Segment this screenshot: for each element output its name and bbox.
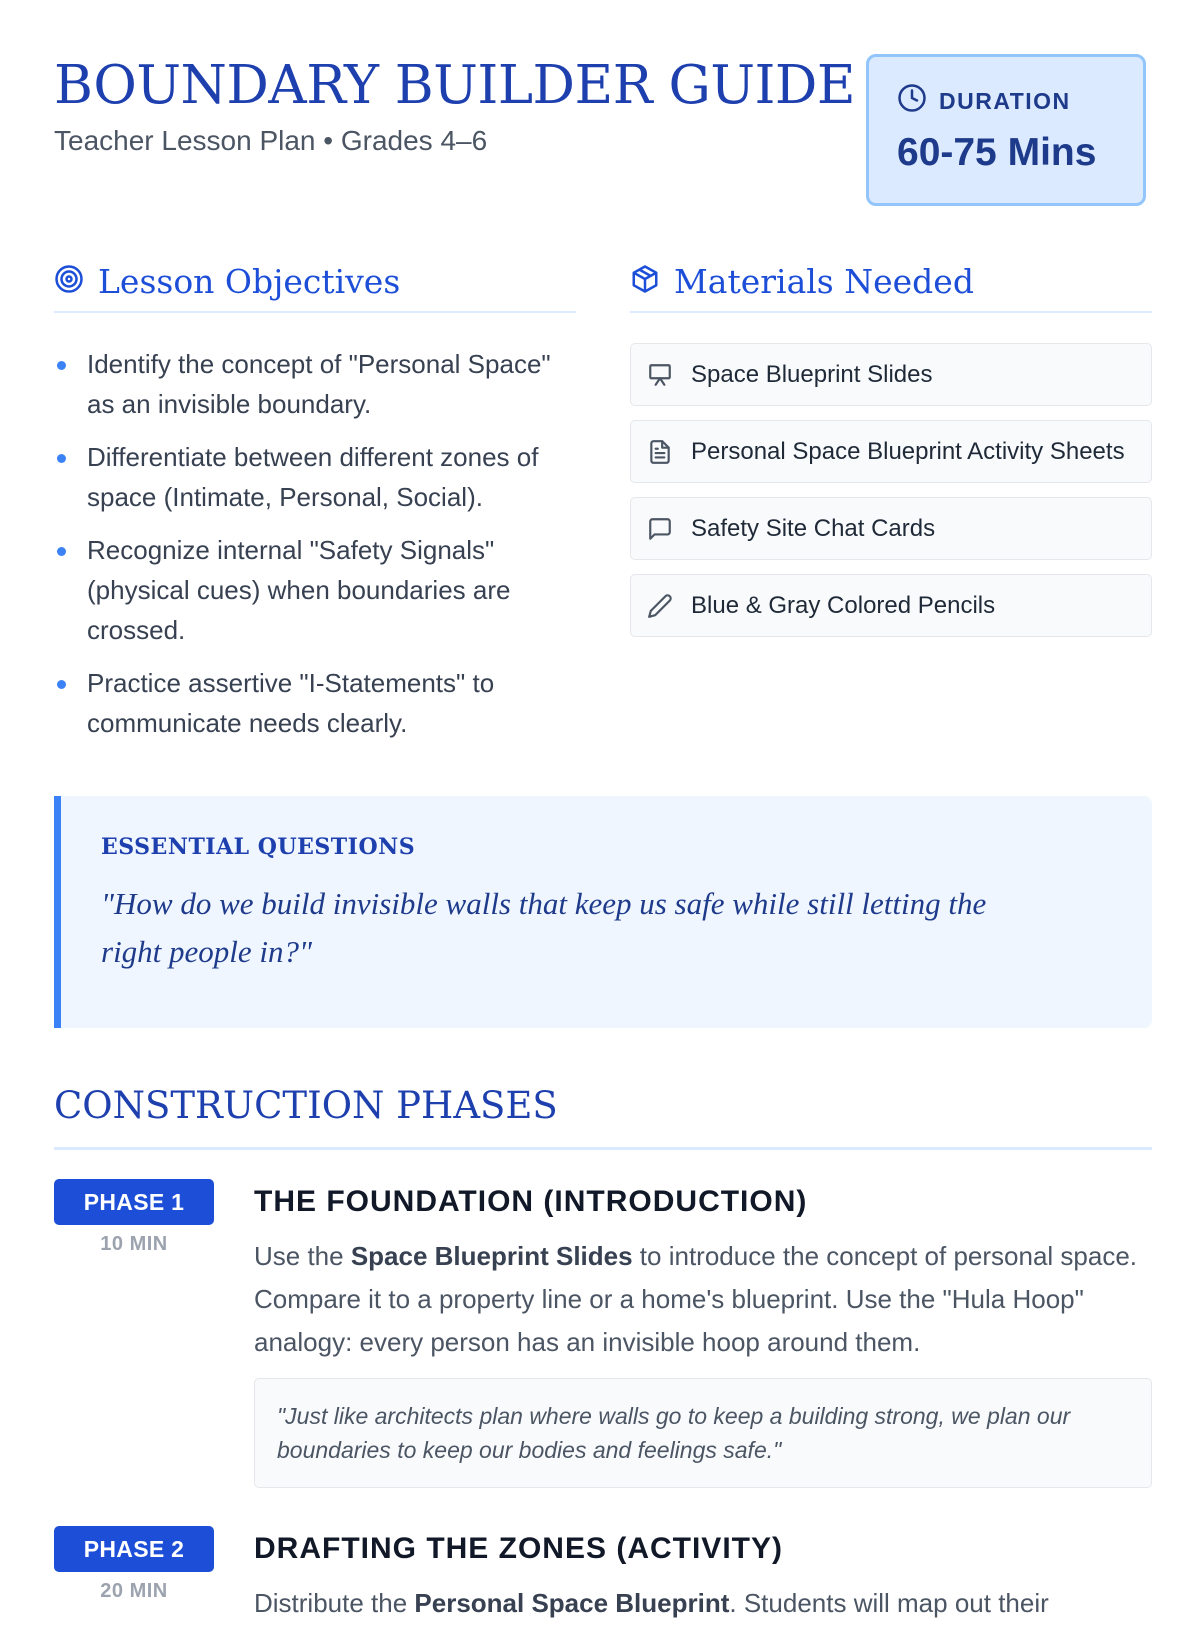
material-item [630,420,1152,483]
document-icon [647,439,673,465]
phase-text-part: Distribute the [254,1588,415,1618]
phase-text-bold: Space Blueprint Slides [350,1241,633,1271]
phase-description [254,1235,1152,1364]
duration-value: 60-75 Mins [897,131,1097,174]
objectives-header [54,262,576,313]
material-item [630,497,1152,560]
objective-text: Differentiate between different zones of space (Intimate, Personal, Social). [87,442,539,512]
phase-body [254,1526,1152,1625]
pencil-icon [647,593,673,619]
page-title: BOUNDARY BUILDER GUIDE [54,55,856,116]
objective-item [54,437,576,517]
materials-list [630,343,1152,651]
material-label: Safety Site Chat Cards [691,515,936,542]
duration-label: DURATION [939,87,1071,114]
material-item [630,574,1152,637]
material-label: Space Blueprint Slides [691,361,933,388]
phase-title: DRAFTING THE ZONES (ACTIVITY) [254,1532,783,1565]
header [54,54,854,158]
phase-body [254,1179,1152,1488]
phase-badge: PHASE 1 [54,1179,214,1225]
clock-icon [897,83,927,119]
objective-text: Practice assertive "I-Statements" to communicate needs clearly. [87,668,495,738]
phase-text-bold: Personal Space Blueprint [414,1588,730,1618]
box-icon [630,264,660,299]
phase-side [54,1179,214,1256]
phase-text-part: Use the [254,1241,351,1271]
objectives-title: Lesson Objectives [98,262,401,301]
phase-description [254,1582,1152,1625]
essential-question-quote: "How do we build invisible walls that keep us safe while still letting the right people in?" [101,886,987,969]
materials-header [630,262,1152,313]
chat-icon [647,516,673,542]
objective-item [54,663,576,743]
material-label: Personal Space Blueprint Activity Sheets [691,438,1125,465]
duration-label-row [897,83,1115,119]
bullet-dot [57,680,66,689]
objectives-list [54,344,576,756]
essential-questions-label: ESSENTIAL QUESTIONS [101,834,416,860]
objective-item [54,530,576,650]
material-label: Blue & Gray Colored Pencils [691,592,996,619]
essential-questions-panel [54,796,1152,1028]
phase-duration: 20 MIN [100,1580,168,1602]
phase-title: THE FOUNDATION (INTRODUCTION) [254,1185,808,1218]
phase-text-part: . Students will map out their [729,1588,1049,1618]
phases-title: CONSTRUCTION PHASES [54,1084,1152,1150]
material-item [630,343,1152,406]
phase-quote: "Just like architects plan where walls go to keep a building strong, we plan our boundaries to keep our bodies and feelings safe." [254,1378,1152,1488]
materials-title: Materials Needed [674,262,974,301]
duration-card [866,54,1146,206]
phase-side [54,1526,214,1603]
objective-text: Recognize internal "Safety Signals" (physical cues) when boundaries are crossed. [87,535,511,645]
phase-text-part: to introduce the concept of personal space. Compare it to a property line or a home's blueprint. Use the "Hula Hoop" analogy: every person has an invisible hoop around them. [254,1241,1138,1357]
page-subtitle: Teacher Lesson Plan • Grades 4–6 [54,125,488,156]
phase-badge: PHASE 2 [54,1526,214,1572]
phase-duration: 10 MIN [100,1233,168,1255]
objective-text: Identify the concept of "Personal Space" as an invisible boundary. [87,349,551,419]
objective-item [54,344,576,424]
presentation-icon [647,362,673,388]
bullet-dot [57,454,66,463]
bullet-dot [57,361,66,370]
bullet-dot [57,547,66,556]
target-icon [54,264,84,299]
